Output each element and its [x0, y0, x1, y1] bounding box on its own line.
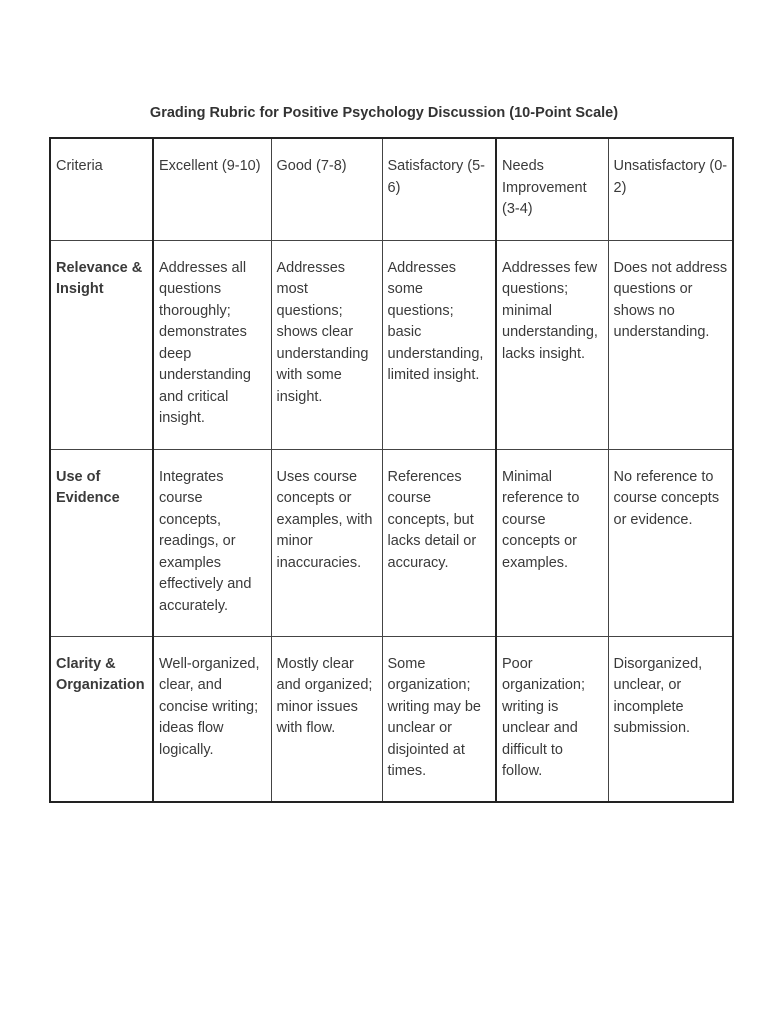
rubric-cell: References course concepts, but lacks detail or accuracy. [382, 449, 496, 636]
rubric-cell: Minimal reference to course concepts or examples. [496, 449, 608, 636]
header-cell-needs-improvement: Needs Improvement (3-4) [496, 138, 608, 240]
header-cell-good: Good (7-8) [271, 138, 382, 240]
rubric-cell: Some organization; writing may be unclear or disjointed at times. [382, 636, 496, 802]
table-row [50, 636, 733, 802]
document-title: Grading Rubric for Positive Psychology Discussion (10-Point Scale) [149, 105, 619, 121]
rubric-cell: Addresses all questions thoroughly; demonstrates deep understanding and critical insight. [153, 240, 271, 449]
criterion-cell: Use of Evidence [50, 449, 153, 636]
rubric-cell: Mostly clear and organized; minor issues with flow. [271, 636, 382, 802]
rubric-table [49, 137, 734, 803]
rubric-cell: Uses course concepts or examples, with minor inaccuracies. [271, 449, 382, 636]
rubric-cell: Addresses most questions; shows clear understanding with some insight. [271, 240, 382, 449]
rubric-cell: Does not address questions or shows no understanding. [613, 259, 728, 340]
rubric-cell: Addresses few questions; minimal understanding, lacks insight. [496, 240, 608, 449]
rubric-cell: Integrates course concepts, readings, or examples effectively and accurately. [153, 449, 271, 636]
header-cell-unsatisfactory: Unsatisfactory (0-2) [613, 158, 728, 196]
table-header-row [50, 138, 733, 240]
rubric-cell: Disorganized, unclear, or incomplete submission. [613, 655, 703, 736]
header-cell-satisfactory: Satisfactory (5-6) [382, 138, 496, 240]
table-row [50, 449, 733, 636]
rubric-cell: Well-organized, clear, and concise writing; ideas flow logically. [153, 636, 271, 802]
header-cell-excellent: Excellent (9-10) [153, 138, 271, 240]
table-row [50, 240, 733, 449]
criterion-cell: Relevance & Insight [50, 240, 153, 449]
criterion-cell: Clarity & Organization [50, 636, 153, 802]
header-cell-criteria: Criteria [50, 138, 153, 240]
rubric-cell: Poor organization; writing is unclear and difficult to follow. [496, 636, 608, 802]
rubric-cell: No reference to course concepts or evidence. [613, 468, 720, 528]
rubric-cell: Addresses some questions; basic understanding, limited insight. [382, 240, 496, 449]
